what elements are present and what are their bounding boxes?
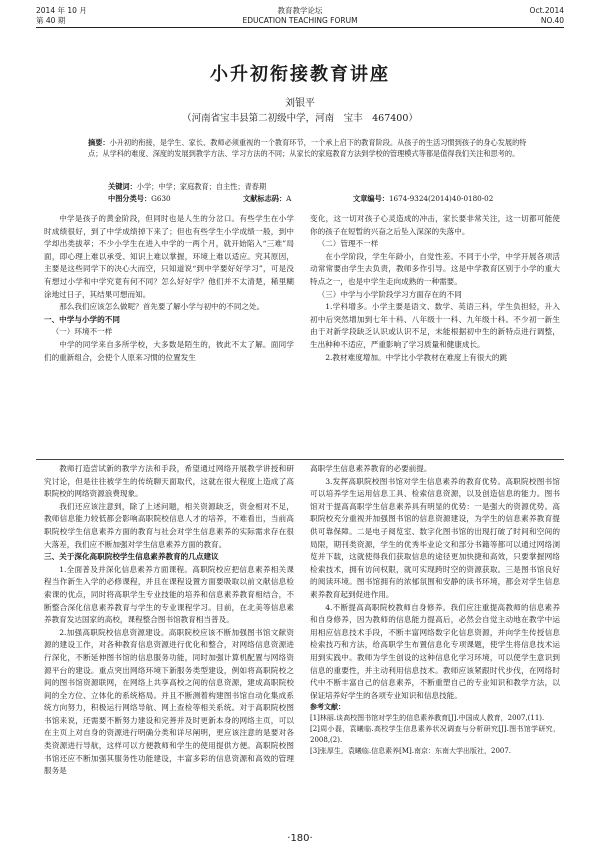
issue-date-en: Oct.2014 (529, 6, 564, 15)
references (310, 702, 560, 757)
doc-code: A (286, 194, 292, 203)
column-top-left (44, 213, 294, 364)
author-name: 刘银平 (285, 98, 315, 109)
journal-name-cn: 教育教学论坛 (277, 6, 323, 15)
column-top-right (310, 213, 560, 364)
keywords-text: 小学；中学；家庭教育；自主性；青春期 (136, 182, 267, 191)
header-right (530, 6, 564, 26)
article-no: 1674-9324(2014)40-0180-02 (388, 194, 494, 203)
page-number: ·180· (287, 833, 313, 844)
paragraph: 1.全面普及并深化信息素养方面课程。高职院校应把信息素养相关课程当作新生入学的必修课程，并且在课程设置方面要吸取以前文献信息检索课的优点，同时将高职学生专业技能的培养和信息素养教育相结合，不断整合深化信息素养教育与学生的专业课程学习。目前，在北美等信息素养教育发达国家的高校，课程整合图书馆教育相当普及。 (44, 564, 294, 625)
paragraph: 2.加强高职院校信息资源建设。高职院校应该不断加强图书馆文献资源的建设工作，对各种教育信息资源进行优化和整合，对网络信息资源进行深化，不断延伸图书馆的信息服务功能，同时加强计算机配置与网络资源平台的建设。重点突出网络环境下新服务类型建设，例如将高职院校之间的图书馆资源联网，在网络上共享高校之间的信息资源，建成高职院校间的全方位、立体化的系统格局。并且不断测着构建图书馆自动化集成系统方向努力，积极运行网络导航、网上查检等相关系统。对于高职院校图书馆来说，还需要不断努力建设和完善并及时更新本身的网络主页，可以在主页上对自身的资源进行明确分类和详尽阐明，更应该注意的是要对各类资源进行导航，这样可以方便教师和学生的使用提供方便。高职院校图书馆还应不断加强其服务性功能建设，丰富多彩的信息资源和高效的管理服务是 (44, 627, 294, 776)
paragraph: 2.教材难度增加。中学比小学教材在难度上有很大的跳 (325, 352, 508, 362)
issue-number: 第 40 期 (36, 16, 66, 25)
paragraph: 我们还应该注意到，除了上述问题，相关资源缺乏，资金相对不足，教师信息能力较低都会影响高职院校信息人才的培养，不难看出，当前高职院校学生信息素养方面的教育与社会对学生信息素养的实际需求存在很大落差，我们应不断加强对学生信息素养方面的教育。 (44, 501, 294, 549)
reference-item: [1]林丽.谈高校图书馆对学生的信息素养教育[J].中国成人教育，2007,(11). (310, 714, 545, 723)
column-bottom-right (310, 463, 560, 757)
paragraph: 中学的同学来自多所学校，大多数是陌生的，彼此不太了解。面同学们的重新组合，会使个人原来习惯的位置发生 (44, 339, 294, 362)
paragraph: 教师打造尝试新的教学方法和手段，希望通过网络开展教学讲授和研究讨论，但是往往被学生的传统聊天面取代，这就在很大程度上造成了高职院校的网络资源浪费现象。 (44, 464, 294, 499)
author-affiliation: （河南省宝丰县第二初级中学，河南 宝丰 467400） (182, 113, 418, 124)
paragraph: 中学是孩子的黄金阶段，但同时也是人生的分岔口。有些学生在小学时成绩很好，到了中学成绩掉下来了；但也有些学生小学成绩一般，到中学却出类拔萃；不少小学生在进入中学的一两个月，就开始陷入“三难”局面，即心理上难以承受、知识上难以掌握，环境上难以适应。究其原因，主要是这些同学下的决心大而空，只知道说“到中学要好好学习”，可是没有想过小学和中学究竟有何不同？怎么好好学？他们并不太清楚，稀里糊涂地过日子，其结果可想而知。 (44, 214, 294, 299)
article-title: 小升初衔接教育讲座 (210, 64, 390, 85)
clc-label: 中图分类号： (108, 194, 152, 203)
section-heading: 三、关于深化高职院校学生信息素养教育的几点建议 (44, 552, 219, 562)
article-divider (36, 459, 564, 460)
column-bottom-left (44, 463, 294, 778)
abstract-label: 摘要： (88, 138, 110, 147)
subsection-heading: （一）环境不一样 (51, 327, 113, 337)
section-heading: 一、中学与小学的不同 (44, 314, 120, 324)
abstract (88, 137, 536, 159)
header-rule (36, 27, 564, 28)
journal-name-en: EDUCATION TEACHING FORUM (242, 16, 358, 25)
issue-date: 2014 年 10 月 (36, 6, 87, 15)
abstract-text: 小升初的衔接，是学生、家长、教师必须重视的一个教育环节，一个承上启下的教育阶段。从孩子的生活习惯到孩子的身心发展的特点；从学科的难度、深度的发展到教学方法、学习方法的不同；从家长的家庭教育方法到学校的管理模式等都是值得我们关注和思考的。 (88, 138, 527, 159)
paragraph: 高职学生信息素养教育的必要前提。 (310, 464, 432, 473)
clc-code: G630 (151, 194, 171, 203)
paragraph: 3.发挥高职院校图书馆对学生信息素养的教育优势。高职院校图书馆可以培养学生运用信息工具、检索信息资源，以及创造信息的能力。图书馆对于提高高职学生信息素养具有明显的优势：一是强大的资源优势。高职院校充分重视并加强图书馆的信息资源建设，为学生的信息素养教育提供可靠保障。二是电子阅览室、数字化图书馆的出现打破了时间和空间的局限，期刊类资源，学生的优秀毕业论文和部分书籍等都可以通过网络浏览并下载，这就使得我们获取信息的途径更加快捷和高效，只要掌握网络检索技术，拥有访问权限，就可实现跨时空的资源获取。三是图书馆良好的阅读环境。图书馆拥有的浓郁氛围和安静的读书环境，都会对学生信息素养教育起到促进作用。 (310, 476, 560, 599)
paragraph: 变化，这一切对孩子心灵造成的冲击，家长要非常关注，这一切都可能使你的孩子在短暂的兴奋之后坠入深深的失落中。 (310, 214, 560, 236)
keywords-label: 关键词： (108, 182, 137, 191)
reference-item: [2]周小磊，袁曦临.高校学生信息素养状况调查与分析研究[J].图书馆学研究，2008,(2). (310, 725, 560, 745)
reference-item: [3]张厚生，袁曦临.信息素养[M].南京：东南大学出版社，2007. (310, 747, 512, 756)
article-no-label: 文章编号： (353, 194, 389, 203)
issue-number-en: NO.40 (540, 16, 564, 25)
subsection-heading: （三）中学与小学阶段学习方面存在的不同 (317, 289, 462, 299)
paragraph: 在小学阶段，学生年龄小，自觉性差。不同于小学，中学开展各项活动常常要由学生去负责，教师多作引导。这是中学教育区别于小学的重大特点之一，也是中学生走向成熟的一种需要。 (310, 251, 560, 286)
references-heading: 参考文献： (310, 703, 345, 712)
paragraph: 4.不断提高高职院校教师自身修养。我们应注重提高教师的信息素养和自身修养，因为教师的信息能力提高后，必然会自觉主动地在教学中运用相应信息技术手段，不断丰富网络数字化信息资源，并向学生传授信息检索技巧和方法，给高职学生布置信息化专项课题，使学生将信息技术运用到实践中。教师为学生创设的这种信息化学习环境，可以使学生意识到信息的重要性，并主动利用信息技术。教师应该紧跟时代步伐，在网络时代中不断丰富自己的信息素养，不断重塑自己的专业知识和教学方法，以保证培养好学生的各项专业知识和信息技能。 (310, 602, 560, 700)
header-center (0, 6, 600, 26)
classification-line (108, 194, 536, 204)
paragraph: 1.学科增多。小学主要是语文、数学、英语三科，学生负担轻，升入初中后突然增加到七年十科、八年级十一科、九年级十科。不少初一新生由于对新学段缺乏认识或认识不足，未能根据初中生的新特点进行调整，生出种种不适应，严重影响了学习质量和健康成长。 (310, 302, 560, 349)
subsection-heading: （二）管理不一样 (317, 239, 379, 249)
doc-label: 文献标志码： (243, 194, 287, 203)
paragraph: 那么我们应该怎么做呢？首先要了解小学与初中的不同之处。 (59, 302, 265, 312)
keywords (108, 182, 266, 192)
